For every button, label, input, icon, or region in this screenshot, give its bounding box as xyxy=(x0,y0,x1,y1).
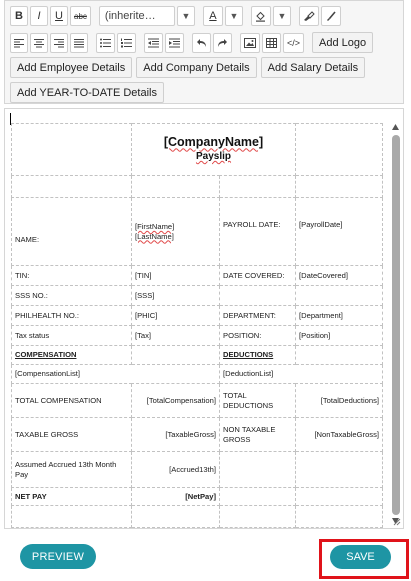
table-row xyxy=(12,198,383,266)
font-color-button[interactable] xyxy=(203,6,223,26)
position-value: [Position] xyxy=(296,326,383,346)
outdent-button[interactable] xyxy=(144,33,163,53)
total-deductions-label: TOTAL DEDUCTIONS xyxy=(220,384,296,418)
editor-scrollbar[interactable] xyxy=(391,123,400,525)
tin-label: TIN: xyxy=(12,266,132,286)
first-name-value: [FirstName] xyxy=(135,222,175,232)
eraser-icon xyxy=(303,10,315,22)
accrued-13th-label: Assumed Accrued 13th Month Pay xyxy=(12,452,132,488)
toolbar-row-inserts xyxy=(10,57,369,78)
numbered-list-icon xyxy=(121,38,132,48)
brush-icon xyxy=(325,10,337,22)
sss-label: SSS NO.: xyxy=(12,286,132,306)
payslip-header-row xyxy=(12,124,383,176)
justify-button[interactable] xyxy=(70,33,88,53)
align-left-icon xyxy=(14,38,24,48)
indent-icon xyxy=(169,38,180,48)
net-pay-value: [NetPay] xyxy=(132,488,220,506)
payslip-title: Payslip xyxy=(195,151,232,163)
total-deductions-value: [TotalDeductions] xyxy=(296,384,383,418)
add-logo-button[interactable]: Add Logo xyxy=(312,32,373,53)
align-right-button[interactable] xyxy=(50,33,68,53)
toolbar-row-ytd xyxy=(10,82,168,103)
table-row xyxy=(12,306,383,326)
taxable-gross-label: TAXABLE GROSS xyxy=(12,418,132,452)
non-taxable-gross-label: NON TAXABLE GROSS xyxy=(220,418,296,452)
save-button[interactable]: SAVE xyxy=(330,545,391,569)
indent-button[interactable] xyxy=(165,33,184,53)
toolbar-row-formatting xyxy=(10,6,343,26)
insert-image-button[interactable] xyxy=(240,33,260,53)
code-view-button[interactable]: </> xyxy=(283,33,304,53)
editor-content-area[interactable] xyxy=(4,108,404,529)
bold-button[interactable]: B xyxy=(10,6,28,26)
scroll-up-arrow-icon[interactable] xyxy=(391,123,400,131)
compensation-list: [CompensationList] xyxy=(12,365,220,384)
table-row xyxy=(12,506,383,528)
name-label: NAME: xyxy=(12,198,132,266)
date-covered-value: [DateCovered] xyxy=(296,266,383,286)
font-family-dropdown-button[interactable]: ▼ xyxy=(177,6,195,26)
payroll-date-value: [PayrollDate] xyxy=(296,198,383,266)
deduction-list: [DeductionList] xyxy=(220,365,383,384)
taxable-gross-value: [TaxableGross] xyxy=(132,418,220,452)
background-color-button[interactable] xyxy=(251,6,271,26)
sss-value: [SSS] xyxy=(132,286,220,306)
table-row xyxy=(12,384,383,418)
redo-button[interactable] xyxy=(213,33,232,53)
deductions-heading: DEDUCTIONS xyxy=(220,346,296,365)
table-row xyxy=(12,452,383,488)
payroll-date-label: PAYROLL DATE: xyxy=(220,198,296,266)
philhealth-label: PHILHEALTH NO.: xyxy=(12,306,132,326)
numbered-list-button[interactable] xyxy=(117,33,136,53)
department-label: DEPARTMENT: xyxy=(220,306,296,326)
philhealth-value: [PHIC] xyxy=(132,306,220,326)
add-employee-details-button[interactable]: Add Employee Details xyxy=(10,57,132,78)
table-row xyxy=(12,346,383,365)
preview-button[interactable]: PREVIEW xyxy=(20,544,96,569)
outdent-icon xyxy=(148,38,159,48)
last-name-value: [LastName] xyxy=(135,231,174,241)
tin-value: [TIN] xyxy=(132,266,220,286)
font-family-value: (inherite… xyxy=(104,10,156,22)
font-family-select[interactable] xyxy=(99,6,175,26)
resize-grip-icon[interactable] xyxy=(393,518,401,526)
net-pay-label: NET PAY xyxy=(12,488,132,506)
paint-format-button[interactable] xyxy=(321,6,341,26)
bullet-list-button[interactable] xyxy=(96,33,115,53)
bullet-list-icon xyxy=(100,38,111,48)
table-row xyxy=(12,418,383,452)
font-color-dropdown-button[interactable]: ▼ xyxy=(225,6,243,26)
position-label: POSITION: xyxy=(220,326,296,346)
add-salary-details-button[interactable]: Add Salary Details xyxy=(261,57,366,78)
date-covered-label: DATE COVERED: xyxy=(220,266,296,286)
table-row xyxy=(12,266,383,286)
total-compensation-label: TOTAL COMPENSATION xyxy=(12,384,132,418)
clean-format-button[interactable] xyxy=(299,6,319,26)
insert-table-button[interactable] xyxy=(262,33,281,53)
table-row xyxy=(12,488,383,506)
compensation-heading: COMPENSATION xyxy=(12,346,132,365)
undo-button[interactable] xyxy=(192,33,211,53)
table-row xyxy=(12,286,383,306)
tax-status-label: Tax status xyxy=(12,326,132,346)
table-row xyxy=(12,365,383,384)
align-left-button[interactable] xyxy=(10,33,28,53)
align-center-button[interactable] xyxy=(30,33,48,53)
non-taxable-gross-value: [NonTaxableGross] xyxy=(296,418,383,452)
table-row xyxy=(12,176,383,198)
payslip-header-cell[interactable] xyxy=(132,124,296,176)
italic-button[interactable]: I xyxy=(30,6,48,26)
background-color-dropdown-button[interactable]: ▼ xyxy=(273,6,291,26)
image-icon xyxy=(244,38,256,48)
align-center-icon xyxy=(34,38,44,48)
payslip-table[interactable] xyxy=(11,123,383,528)
align-right-icon xyxy=(54,38,64,48)
scrollbar-thumb[interactable] xyxy=(392,135,400,515)
editor-toolbar xyxy=(4,0,404,104)
name-value-cell[interactable] xyxy=(132,198,220,266)
department-value: [Department] xyxy=(296,306,383,326)
undo-icon xyxy=(196,38,207,48)
table-row xyxy=(12,326,383,346)
add-company-details-button[interactable]: Add Company Details xyxy=(136,57,256,78)
underline-button[interactable]: U xyxy=(50,6,68,26)
add-ytd-details-button[interactable]: Add YEAR-TO-DATE Details xyxy=(10,82,164,103)
redo-icon xyxy=(217,38,228,48)
strikethrough-button[interactable]: abc xyxy=(70,6,91,26)
paint-bucket-icon xyxy=(255,11,266,22)
tax-status-value: [Tax] xyxy=(132,326,220,346)
justify-icon xyxy=(74,38,84,48)
accrued-13th-value: [Accrued13th] xyxy=(132,452,220,488)
total-compensation-value: [TotalCompensation] xyxy=(132,384,220,418)
toolbar-row-paragraph xyxy=(10,32,377,53)
font-color-icon: A xyxy=(209,10,217,22)
company-name: [CompanyName] xyxy=(163,135,264,150)
table-icon xyxy=(266,38,277,48)
